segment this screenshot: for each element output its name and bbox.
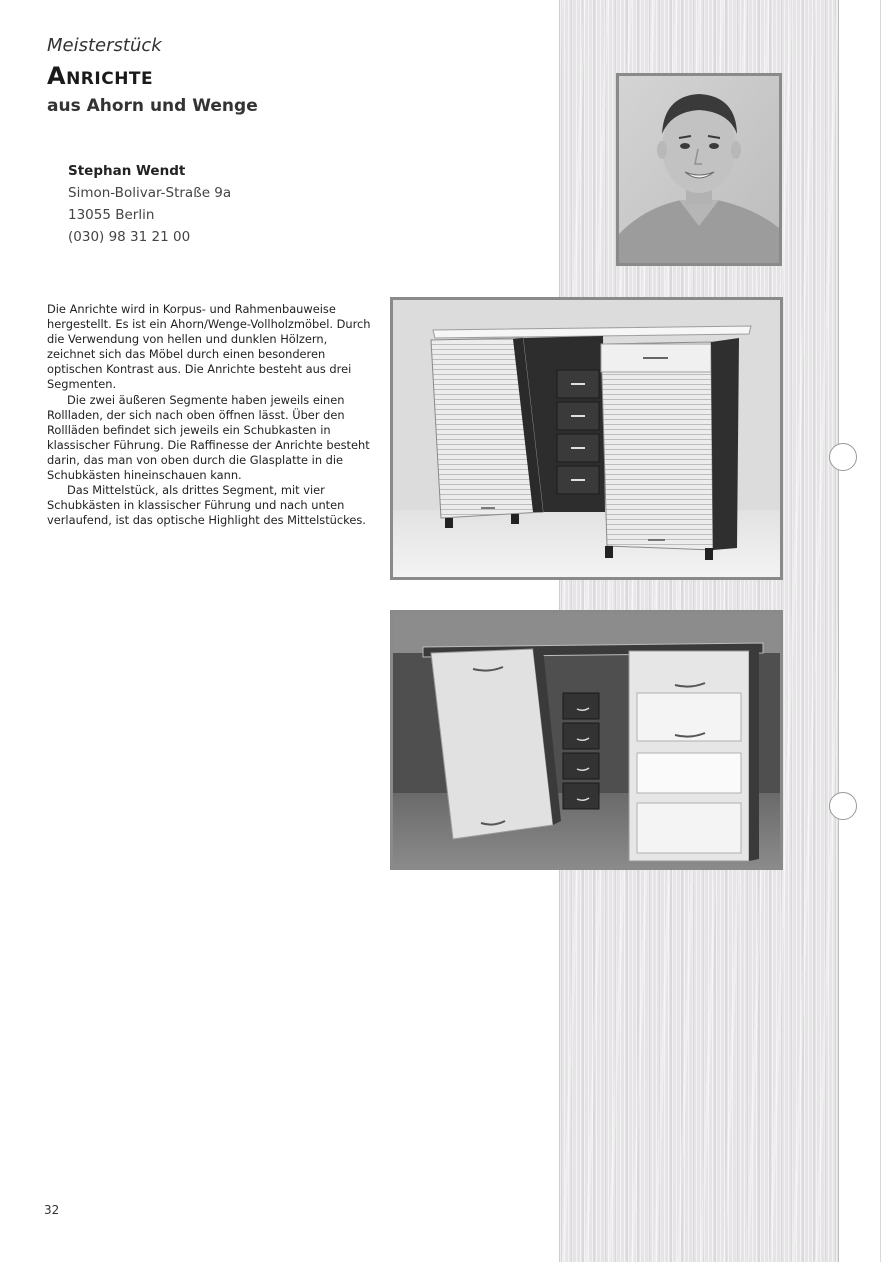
punch-hole-lower [829,792,857,820]
maker-city: 13055 Berlin [68,207,155,223]
maker-phone: (030) 98 31 21 00 [68,229,191,245]
description-paragraph-1: Die Anrichte wird in Korpus- und Rahmenbauweise hergestellt. Es ist ein Ahorn/Wenge-Vollholzmöbel. Durch die Verwendung von hellen und dunklen Hölzern, zeichnet sich das Möbel durch einen besonderen optischen Kontrast aus. Die Anrichte besteht aus drei Segmenten. [47,302,371,392]
sideboard-photo-open [390,610,783,870]
page-edge-line [880,0,881,1262]
portrait-photo [616,73,782,266]
page-number: 32 [44,1203,60,1217]
punch-hole-upper [829,443,857,471]
sideboard-illustration-front [393,300,780,577]
description-paragraph-3: Das Mittelstück, als drittes Segment, mit vier Schubkästen in klassischer Führung und nach unten verlaufend, ist das optische Highlight des Mittelstückes. [47,483,366,528]
description-paragraph-2: Die zwei äußeren Segmente haben jeweils einen Rollladen, der sich nach oben öffnen lässt. Über den Rollläden befindet sich jeweils ein Schubkasten in klassischer Führung. Die Raffinesse der Anrichte besteht darin, das man von oben durch die Glasplatte in die Schubkästen hineinschauen kann. [47,392,370,483]
portrait-illustration [619,76,779,263]
project-tagline: aus Ahorn und Wenge [47,96,258,116]
maker-name: Stephan Wendt [68,163,186,179]
description-text [47,302,372,528]
sideboard-illustration-open [393,613,780,867]
sideboard-photo-front [390,297,783,580]
page-title: Anrichte [47,62,154,90]
project-subtitle: Meisterstück [47,35,162,56]
maker-address [68,160,231,248]
maker-street: Simon-Bolivar-Straße 9a [68,185,232,201]
